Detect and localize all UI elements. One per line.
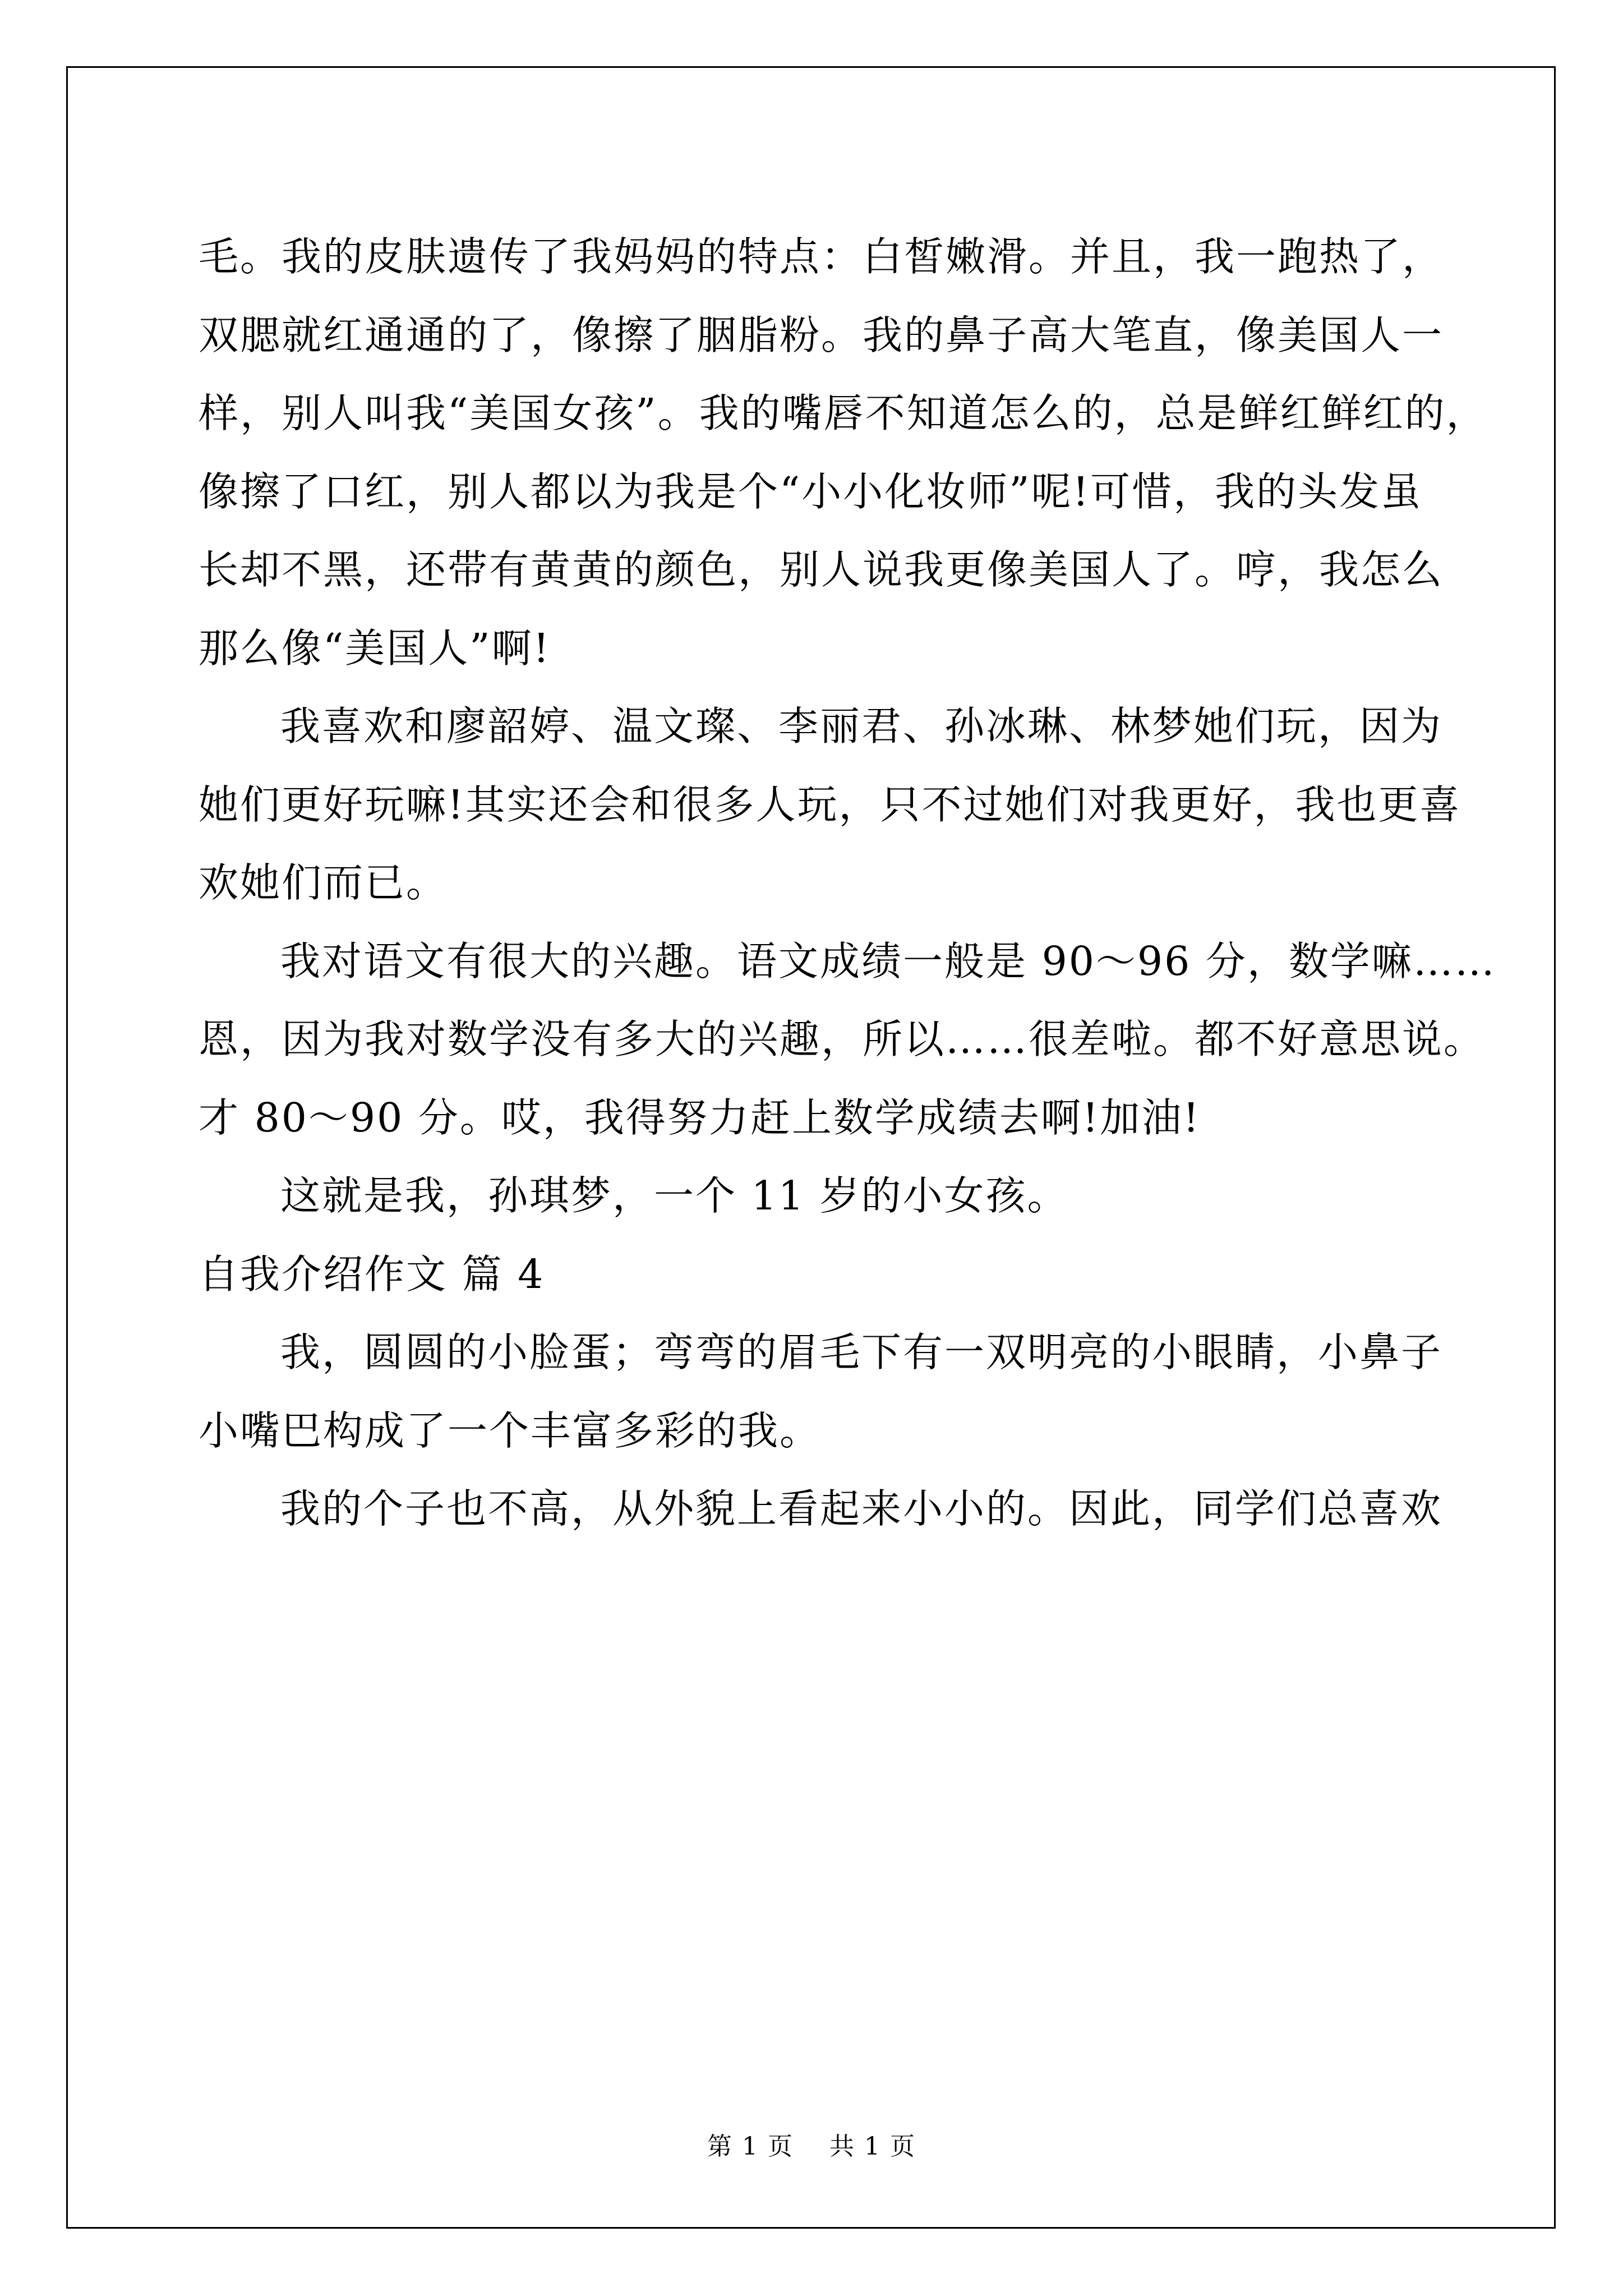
paragraph-start-line: 我对语文有很大的兴趣。语文成绩一般是 90～96 分，数学嘛…… [280, 937, 1496, 984]
text-line: 小嘴巴构成了一个丰富多彩的我。 [199, 1407, 822, 1454]
text-line: 双腮就红通通的了，像擦了胭脂粉。我的鼻子高大笔直，像美国人一 [199, 311, 1444, 358]
text-line: 欢她们而已。 [199, 859, 448, 906]
text-line: 才 80～90 分。哎，我得努力赶上数学成绩去啊!加油! [199, 1094, 1201, 1141]
text-line: 毛。我的皮肤遗传了我妈妈的特点：白皙嫩滑。并且，我一跑热了， [199, 233, 1444, 280]
text-line: 她们更好玩嘛!其实还会和很多人玩，只不过她们对我更好，我也更喜 [199, 781, 1461, 828]
paragraph-start-line: 我，圆圆的小脸蛋；弯弯的眉毛下有一双明亮的小眼睛，小鼻子 [280, 1329, 1443, 1375]
text-line: 样，别人叫我“美国女孩”。我的嘴唇不知道怎么的，总是鲜红鲜红的， [199, 390, 1488, 436]
document-body [199, 218, 1496, 1548]
text-line: 长却不黑，还带有黄黄的颜色，别人说我更像美国人了。哼，我怎么 [199, 546, 1444, 593]
paragraph-start-line: 我喜欢和廖韶婷、温文璨、李丽君、孙冰琳、林梦她们玩，因为 [280, 703, 1443, 749]
text-line: 那么像“美国人”啊! [199, 624, 551, 671]
paragraph-start-line: 我的个子也不高，从外貌上看起来小小的。因此，同学们总喜欢 [280, 1485, 1443, 1532]
page-footer [0, 2126, 1623, 2162]
text-line: 恩，因为我对数学没有多大的兴趣，所以……很差啦。都不好意思说。 [199, 1016, 1486, 1062]
text-line: 像擦了口红，别人都以为我是个“小小化妆师”呢!可惜，我的头发虽 [199, 468, 1423, 515]
section-heading: 自我介绍作文 篇 4 [199, 1250, 545, 1297]
paragraph-start-line: 这就是我，孙琪梦，一个 11 岁的小女孩。 [280, 1172, 1069, 1219]
page-number-total: 共 1 页 [829, 2132, 916, 2161]
page-number-current: 第 1 页 [707, 2132, 794, 2161]
